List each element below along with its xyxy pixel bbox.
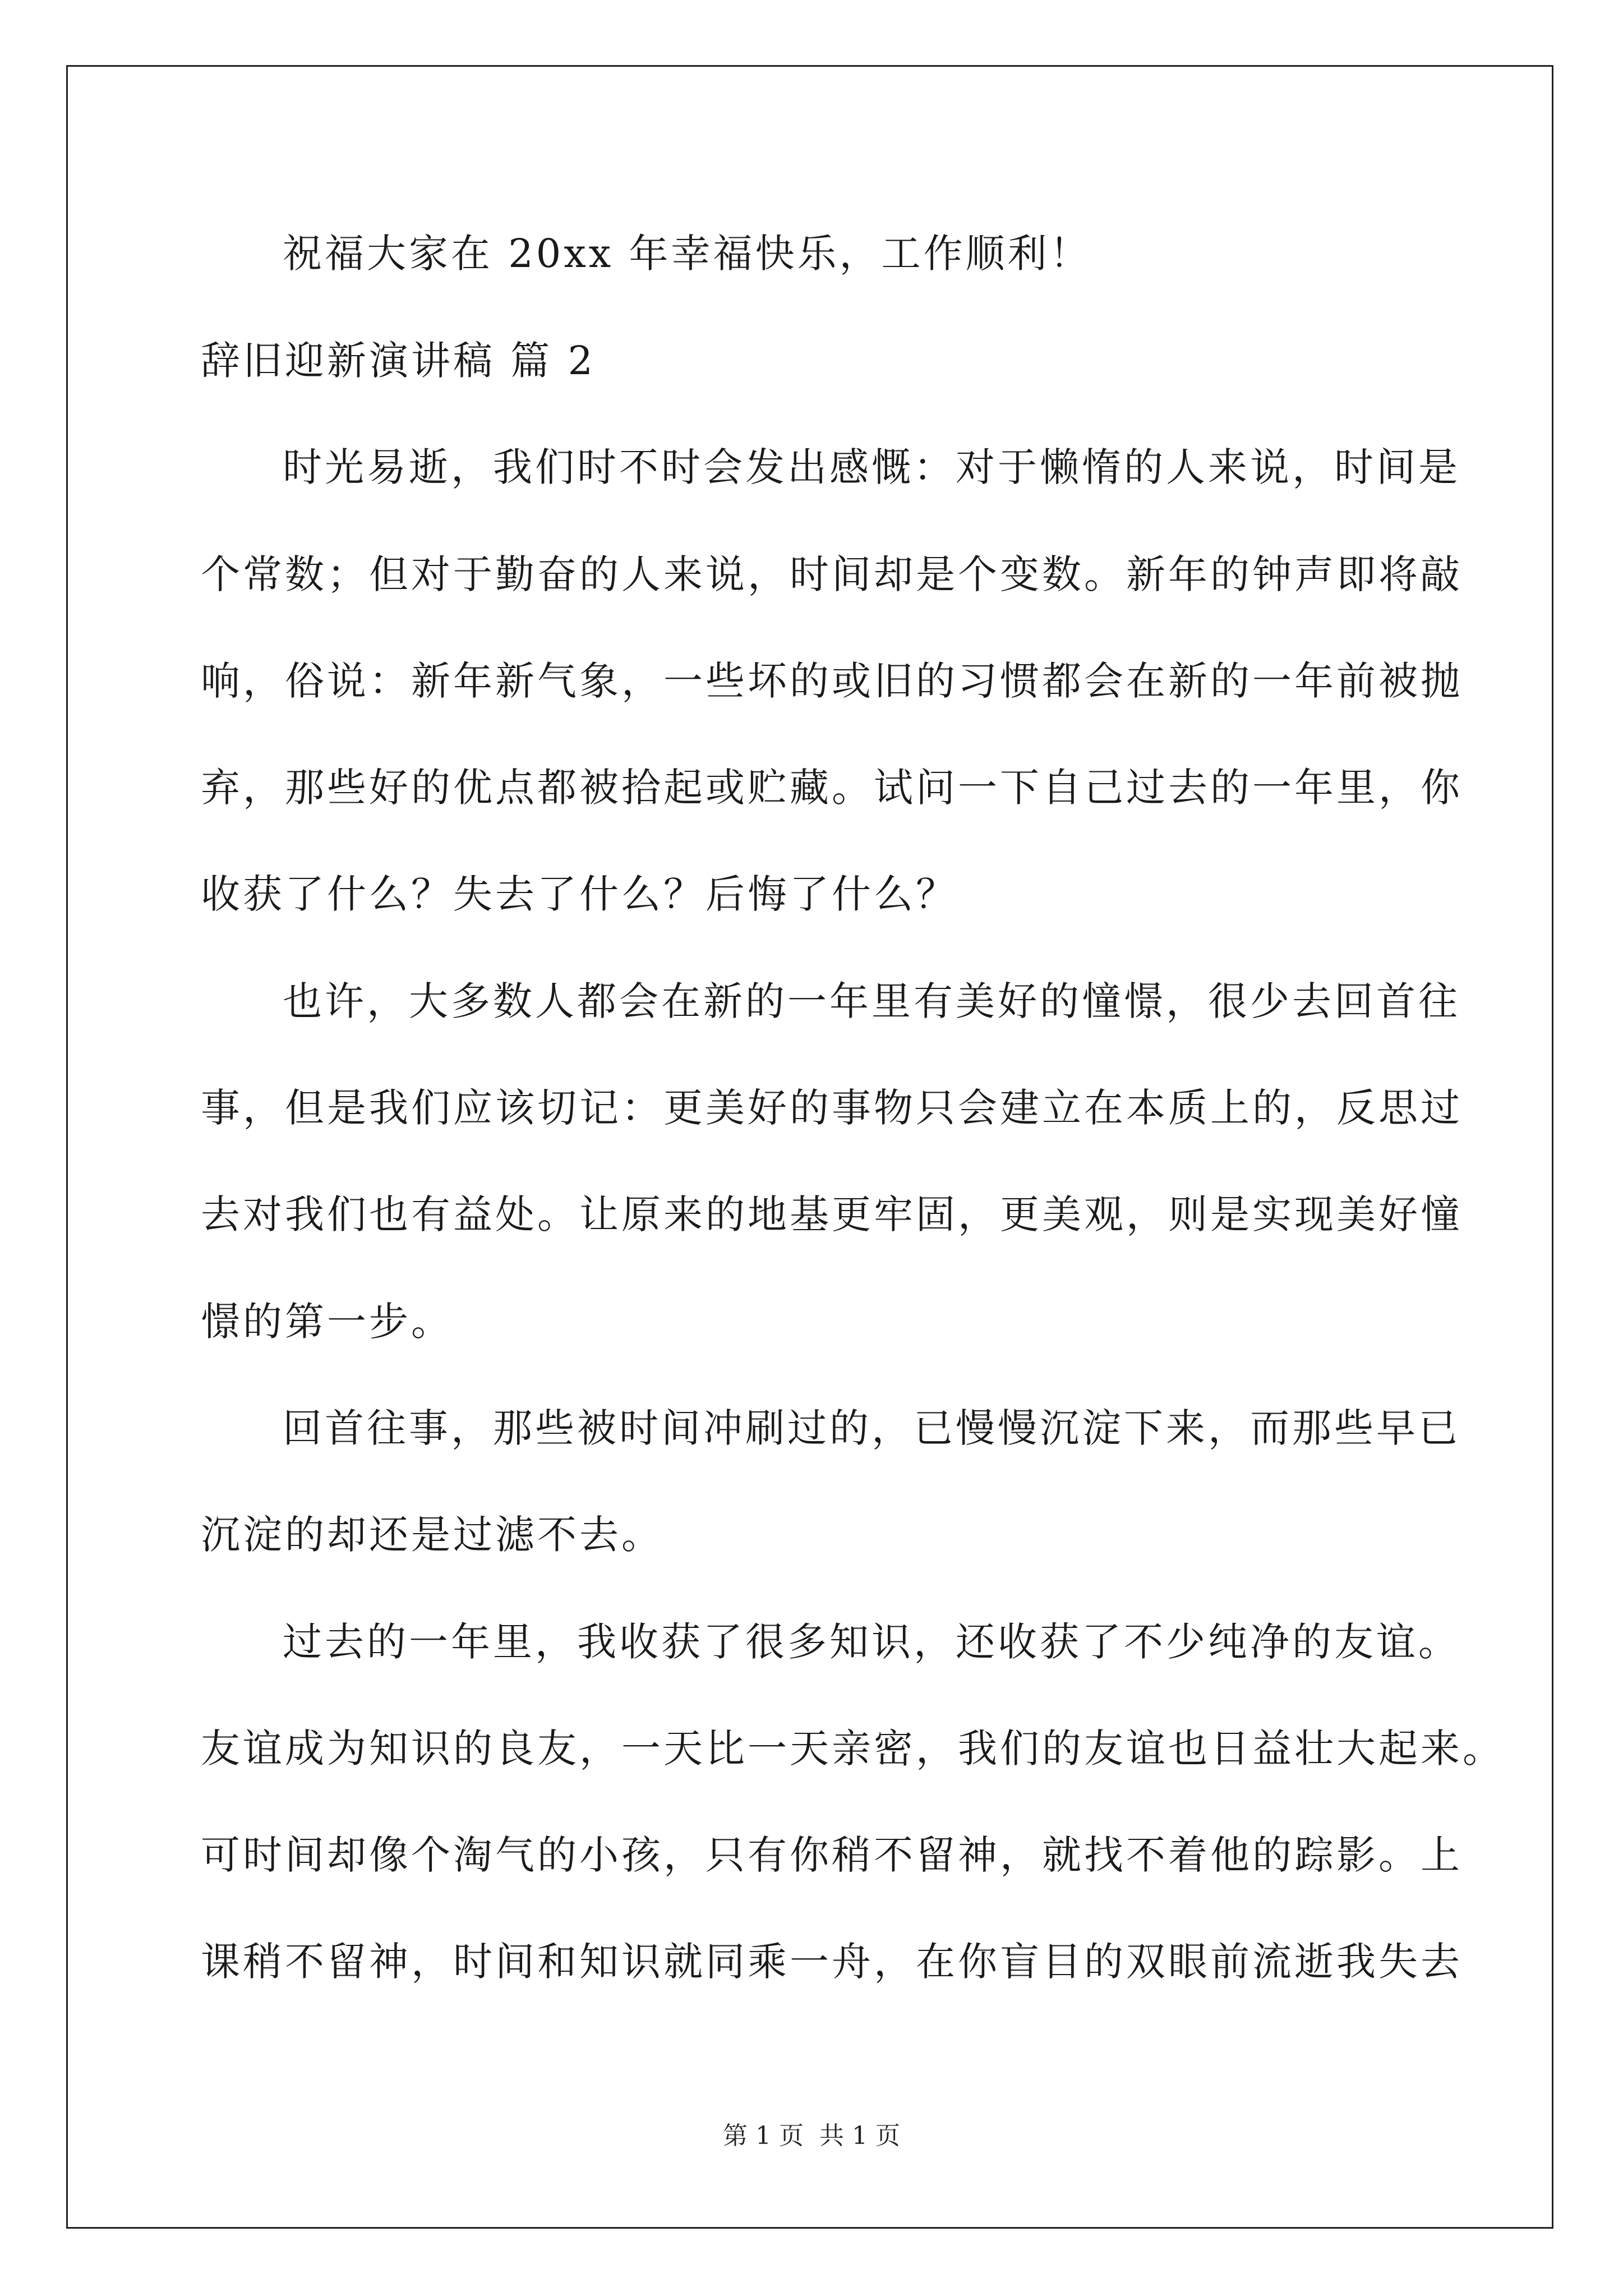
text-line: 去对我们也有益处。让原来的地基更牢固，更美观，则是实现美好憧 [201,1191,1463,1237]
text-line: 过去的一年里，我收获了很多知识，还收获了不少纯净的友谊。 [283,1619,1460,1665]
text-line: 可时间却像个淘气的小孩，只有你稍不留神，就找不着他的踪影。上 [201,1832,1463,1878]
text-line: 沉淀的却还是过滤不去。 [201,1512,663,1558]
text-line: 回首往事，那些被时间冲刷过的，已慢慢沉淀下来，而那些早已 [283,1405,1460,1451]
closing-line: 祝福大家在 20xx 年幸福快乐，工作顺利！ [283,231,1092,277]
text-line: 收获了什么？失去了什么？后悔了什么？ [201,871,958,917]
text-line: 个常数；但对于勤奋的人来说，时间却是个变数。新年的钟声即将敲 [201,551,1463,597]
text-line: 响，俗说：新年新气象，一些坏的或旧的习惯都会在新的一年前被抛 [201,658,1463,704]
text-line: 憬的第一步。 [201,1299,453,1345]
text-line: 事，但是我们应该切记：更美好的事物只会建立在本质上的，反思过 [201,1085,1463,1131]
page-footer [0,2119,1623,2153]
page-frame [66,65,1553,2229]
page-total: 共 1 页 [819,2122,900,2150]
page-number: 第 1 页 [723,2122,804,2150]
text-line: 友谊成为知识的良友，一天比一天亲密，我们的友谊也日益壮大起来。 [201,1726,1505,1772]
text-line: 课稍不留神，时间和知识就同乘一舟，在你盲目的双眼前流逝我失去 [201,1939,1463,1985]
text-line: 弃，那些好的优点都被拾起或贮藏。试问一下自己过去的一年里，你 [201,765,1463,811]
section-heading: 辞旧迎新演讲稿 篇 2 [201,338,596,384]
text-line: 时光易逝，我们时不时会发出感慨：对于懒惰的人来说，时间是 [283,444,1460,490]
text-line: 也许，大多数人都会在新的一年里有美好的憧憬，很少去回首往 [283,978,1460,1024]
